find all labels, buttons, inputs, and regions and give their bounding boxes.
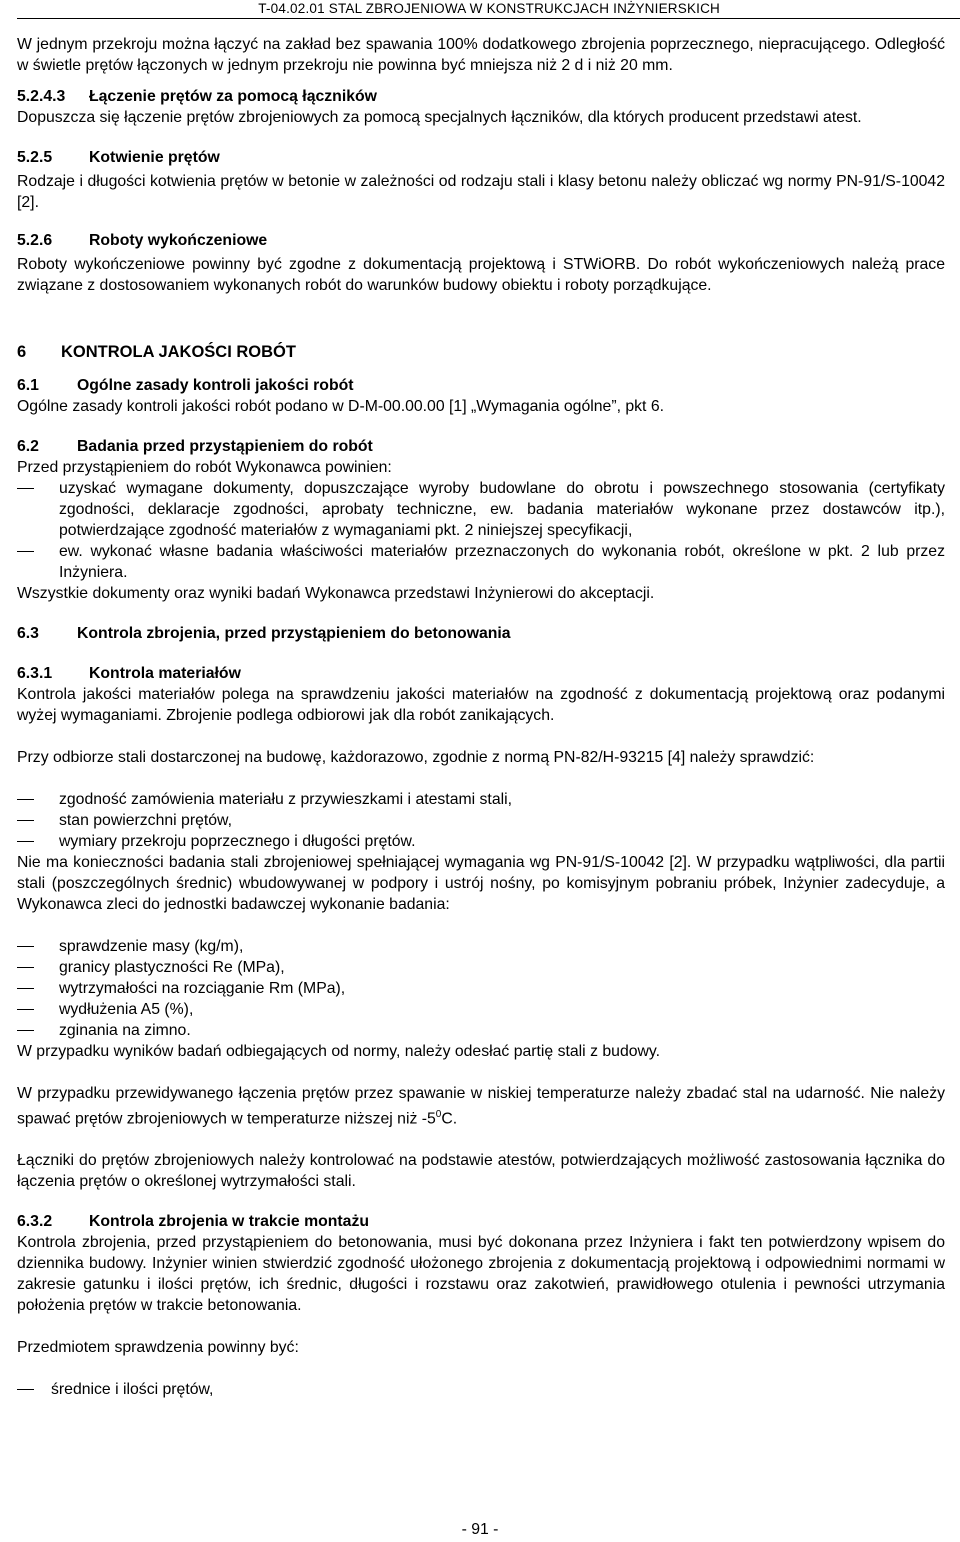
section-title: Badania przed przystąpieniem do robót	[77, 438, 373, 455]
paragraph-6-3-1-f: Łączniki do prętów zbrojeniowych należy kontrolować na podstawie atestów, potwierdzających możliwość zastosowania łącznika do łączenia prętów o określonej wytrzymałości stali.	[17, 1152, 945, 1191]
section-number: 6.3	[17, 625, 39, 642]
section-title: KONTROLA JAKOŚCI ROBÓT	[61, 343, 296, 361]
header-title: T-04.02.01 STAL ZBROJENIOWA W KONSTRUKCJACH INŻYNIERSKICH	[258, 1, 720, 16]
list-item: sprawdzenie masy (kg/m),	[17, 936, 945, 957]
list-item: uzyskać wymagane dokumenty, dopuszczające wyroby budowlane do obrotu i powszechnego stosowania (certyfikaty zgodności, deklaracje zgodności, aprobaty techniczne, ew. badania materiałów wykonane przez dostawców itp.), potwierdzające zgodność materiałów z wymaganiami pkt. 2 niniejszej specyfikacji,	[17, 478, 945, 541]
heading-6-3-1	[17, 663, 945, 684]
paragraph-6-3-1-a: Kontrola jakości materiałów polega na sprawdzeniu jakości materiałów na zgodność z dokumentacją projektową oraz podanymi wyżej wymaganiami. Zbrojenie podlega odbiorowi jak dla robót zanikających.	[17, 686, 945, 724]
text-run: W przypadku przewidywanego łączenia prętów przez spawanie w niskiej temperaturze należy zbadać stal na udarność. Nie należy spawać prętów zbrojeniowych w temperaturze niższej niż -5	[17, 1085, 945, 1128]
section-number: 6.1	[17, 377, 39, 394]
paragraph-5-2-4-3: Dopuszcza się łączenie prętów zbrojeniowych za pomocą specjalnych łączników, dla których producent przedstawi atest.	[17, 109, 862, 126]
paragraph-6-1: Ogólne zasady kontroli jakości robót podano w D-M-00.00.00 [1] „Wymagania ogólne”, pkt 6.	[17, 398, 664, 415]
section-number: 6.3.2	[17, 1213, 53, 1231]
inspection-list	[17, 1379, 945, 1400]
superscript: 0	[435, 1109, 442, 1120]
list-item: zgodność zamówienia materiału z przywieszkami i atestami stali,	[17, 789, 945, 810]
section-title: Ogólne zasady kontroli jakości robót	[77, 377, 354, 394]
heading-6-3-2	[17, 1211, 945, 1232]
list-item: wydłużenia A5 (%),	[17, 999, 945, 1020]
paragraph-6-3-1-b: Przy odbiorze stali dostarczonej na budowę, każdorazowo, zgodnie z normą PN-82/H-93215 [4] należy sprawdzić:	[17, 749, 815, 766]
list-item: wymiary przekroju poprzecznego i długości prętów.	[17, 831, 945, 852]
heading-5-2-5	[17, 147, 945, 168]
list-item: granicy plastyczności Re (MPa),	[17, 957, 945, 978]
section-title: Kontrola materiałów	[89, 665, 241, 682]
paragraph-6-3-1-c: Nie ma konieczności badania stali zbrojeniowej spełniającej wymagania wg PN-91/S-10042 [2]. W przypadku wątpliwości, dla partii stali (poszczególnych średnic) wbudowywanej w podpory i ustrój nośny, po komisyjnym pobraniu próbek, Inżynier zadecyduje, a Wykonawca zleci do jednostki badawczej wykonanie badania:	[17, 854, 945, 913]
heading-6-3	[17, 623, 945, 644]
list-item: zginania na zimno.	[17, 1020, 945, 1041]
page-number: - 91 -	[461, 1521, 499, 1538]
paragraph-5-2-6: Roboty wykończeniowe powinny być zgodne z dokumentacją projektową i STWiORB. Do robót wykończeniowych należą prace związane z dostosowaniem wykonanych robót do warunków budowy obiektu i roboty porządkujące.	[17, 256, 945, 294]
intro-paragraph: W jednym przekroju można łączyć na zakład bez spawania 100% dodatkowego zbrojenia poprzecznego, niepracującego. Odległość w świetle prętów łączonych w jednym przekroju nie powinna być mniejsza niż 2 d i niż 20 mm.	[17, 36, 945, 74]
section-number: 5.2.4.3	[17, 88, 66, 105]
paragraph-5-2-5: Rodzaje i długości kotwienia prętów w betonie w zależności od rodzaju stali i klasy betonu należy obliczać wg normy PN-91/S-10042 [2].	[17, 173, 945, 211]
section-title: Kontrola zbrojenia w trakcie montażu	[89, 1213, 370, 1231]
tests-list	[17, 936, 945, 1041]
heading-6-1	[17, 375, 945, 396]
paragraph-6-3-1-e	[17, 1083, 945, 1129]
heading-6-2	[17, 436, 945, 457]
section-title: Łączenie prętów za pomocą łączników	[89, 88, 377, 105]
paragraph-6-3-1-d: W przypadku wyników badań odbiegających od normy, należy odesłać partię stali z budowy.	[17, 1043, 661, 1060]
heading-5-2-6	[17, 230, 945, 251]
requirements-list	[17, 478, 945, 583]
section-number: 5.2.5	[17, 149, 53, 166]
text-run: C.	[441, 1110, 458, 1128]
list-item: wytrzymałości na rozciąganie Rm (MPa),	[17, 978, 945, 999]
document-body	[17, 34, 945, 1400]
section-title: Kontrola zbrojenia, przed przystąpieniem do betonowania	[77, 625, 511, 642]
header-rule	[17, 18, 960, 19]
section-title: Kotwienie prętów	[89, 149, 220, 166]
page-header	[0, 0, 960, 18]
list-item: stan powierzchni prętów,	[17, 810, 945, 831]
paragraph-6-3-2-b: Przedmiotem sprawdzenia powinny być:	[17, 1339, 299, 1357]
section-number: 6.3.1	[17, 665, 53, 682]
paragraph-6-2-outro: Wszystkie dokumenty oraz wyniki badań Wykonawca przedstawi Inżynierowi do akceptacji.	[17, 585, 655, 602]
heading-6	[17, 342, 945, 363]
section-number: 6	[17, 343, 27, 361]
section-number: 5.2.6	[17, 232, 53, 249]
paragraph-6-3-2-a: Kontrola zbrojenia, przed przystąpieniem do betonowania, musi być dokonana przez Inżyniera i fakt ten potwierdzony wpisem do dziennika budowy. Inżynier winien stwierdzić zgodność ułożonego zbrojenia z dokumentacją projektową i odpowiednimi normami w zakresie gatunku i ilości prętów, ich średnic, długości i rozstawu oraz zakotwień, prawidłowego otulenia i pewności utrzymania położenia prętów w trakcie betonowania.	[17, 1234, 945, 1315]
list-item: ew. wykonać własne badania właściwości materiałów przeznaczonych do wykonania robót, określone w pkt. 2 lub przez Inżyniera.	[17, 541, 945, 583]
check-list	[17, 789, 945, 852]
list-item: średnice i ilości prętów,	[17, 1379, 945, 1400]
heading-5-2-4-3	[17, 86, 945, 107]
paragraph-6-2-intro: Przed przystąpieniem do robót Wykonawca powinien:	[17, 459, 392, 476]
section-title: Roboty wykończeniowe	[89, 232, 268, 249]
section-number: 6.2	[17, 438, 39, 455]
